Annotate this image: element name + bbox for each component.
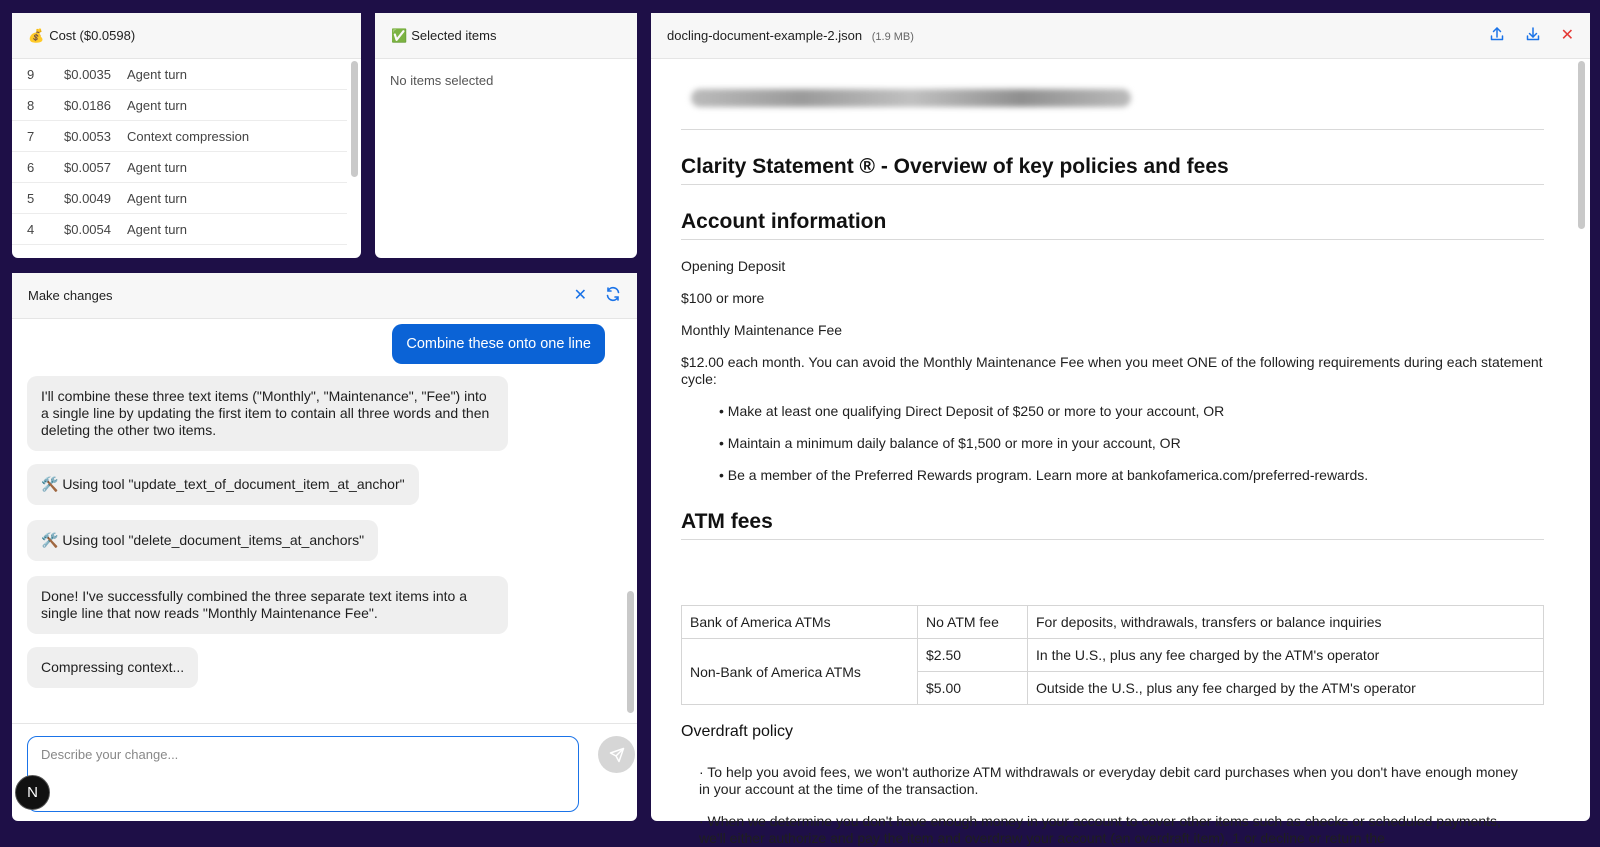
chat-header-actions [574,286,621,306]
cost-row-index: 5 [27,190,35,206]
cost-row-amount: $0.0057 [64,159,111,175]
table-cell: $5.00 [918,672,1028,705]
divider [681,239,1544,240]
message-list[interactable] [12,319,637,723]
divider [681,184,1544,185]
document-scrollbar[interactable] [1578,61,1585,229]
cost-header [12,13,361,59]
cost-row-label: Agent turn [127,190,187,206]
cost-row[interactable] [12,90,347,121]
cost-list[interactable] [12,59,361,258]
cost-scrollbar[interactable] [351,61,358,177]
divider [681,539,1544,540]
chat-scrollbar[interactable] [627,591,634,713]
section-heading-account[interactable]: Account information [681,210,887,233]
chat-input-area [12,723,637,821]
redacted-text [691,89,1131,107]
text-item[interactable]: · To help you avoid fees, we won't authorize ATM withdrawals or everyday debit card purchases when you don't have enough money in your account at the time of the transaction. [699,764,1518,797]
divider [681,129,1544,130]
list-item[interactable]: • Make at least one qualifying Direct Deposit of $250 or more to your account, OR [719,403,1225,419]
file-name: docling-document-example-2.json [667,28,863,43]
cost-row-amount: $0.0049 [64,190,111,206]
tool-call-message: 🛠️ Using tool "delete_document_items_at_anchors" [27,520,378,561]
table-row [682,606,1544,639]
atm-fees-table[interactable] [681,605,1544,705]
refresh-icon[interactable] [605,286,621,306]
table-row [682,639,1544,672]
document-viewer-panel [651,13,1590,846]
table-cell: In the U.S., plus any fee charged by the ATM's operator [1028,639,1544,672]
table-cell: $2.50 [918,639,1028,672]
assistant-message: Done! I've successfully combined the three separate text items into a single line that now reads "Monthly Maintenance Fee". [27,576,508,634]
status-message: Compressing context... [27,647,198,688]
money-bag-icon: 💰 [28,27,45,43]
cost-row-label: Agent turn [127,221,187,237]
tool-call-message: 🛠️ Using tool "update_text_of_document_item_at_anchor" [27,464,419,505]
upload-icon[interactable] [1489,26,1505,45]
document-actions [1489,26,1574,45]
make-changes-header [12,273,637,319]
cost-row-amount: $0.0053 [64,128,111,144]
document-header [651,13,1590,59]
cost-row-index: 6 [27,159,35,175]
section-heading-overdraft[interactable]: Overdraft policy [681,723,794,740]
user-message: Combine these onto one line [392,324,605,364]
cost-row[interactable] [12,59,347,90]
cost-row[interactable] [12,183,347,214]
table-cell: For deposits, withdrawals, transfers or balance inquiries [1028,606,1544,639]
no-items-message: No items selected [390,73,494,88]
cost-row-index: 4 [27,221,35,237]
cost-row[interactable] [12,152,347,183]
document-heading[interactable]: Clarity Statement ® - Overview of key policies and fees [681,155,1229,178]
document-content[interactable] [651,59,1590,846]
table-cell: Outside the U.S., plus any fee charged by the ATM's operator [1028,672,1544,705]
send-icon [609,747,625,763]
change-description-input[interactable] [27,736,579,812]
cost-row-amount: $0.0186 [64,97,111,113]
list-item[interactable]: • Be a member of the Preferred Rewards program. Learn more at bankofamerica.com/preferred-rewards. [719,467,1369,483]
list-item[interactable]: • Maintain a minimum daily balance of $1,500 or more in your account, OR [719,435,1181,451]
cost-row[interactable] [12,214,347,245]
check-mark-icon: ✅ [391,27,408,43]
text-item[interactable]: Monthly Maintenance Fee [681,322,843,338]
cost-row-label: Context compression [127,128,250,144]
cost-row-amount: $0.0054 [64,221,111,237]
download-icon[interactable] [1525,26,1541,45]
section-heading-atm[interactable]: ATM fees [681,510,773,533]
cost-row-index: 8 [27,97,35,113]
file-size: (1.9 MB) [871,31,914,43]
table-cell: Non-Bank of America ATMs [682,639,918,705]
send-button[interactable] [598,736,635,773]
cost-row-index: 7 [27,128,35,144]
make-changes-title: Make changes [28,288,113,303]
text-item[interactable]: $12.00 each month. You can avoid the Monthly Maintenance Fee when you meet ONE of the following requirements during each statement cycle: [681,354,1543,387]
cost-row-label: Agent turn [127,66,187,82]
cost-panel [12,13,361,258]
selected-items-panel [375,13,637,258]
assistant-message: I'll combine these three text items ("Monthly", "Maintenance", "Fee") into a single line by updating the first item to contain all three words and then deleting the other two items. [27,376,508,451]
cost-row[interactable] [12,121,347,152]
cost-row-label: Agent turn [127,159,187,175]
cost-row-amount: $0.0035 [64,66,111,82]
text-item[interactable]: · When we determine you don't have enough money in your account to cover other items such as checks or scheduled payments, we'll either authorize and pay the item and overdraw your account (an overdraft item), 1 or decline or return the [699,813,1501,846]
close-icon[interactable]: ✕ [573,286,587,304]
n-logo-badge[interactable]: N [15,775,50,810]
table-cell: Bank of America ATMs [682,606,918,639]
selected-items-title: Selected items [411,28,497,43]
close-icon[interactable]: ✕ [1560,26,1574,44]
make-changes-panel [12,273,637,821]
cost-title: Cost ($0.0598) [49,28,136,43]
text-item[interactable]: $100 or more [681,290,765,306]
table-cell: No ATM fee [918,606,1028,639]
text-item[interactable]: Opening Deposit [681,258,786,274]
selected-items-header [375,13,637,59]
cost-row-label: Agent turn [127,97,187,113]
cost-row-index: 9 [27,66,35,82]
